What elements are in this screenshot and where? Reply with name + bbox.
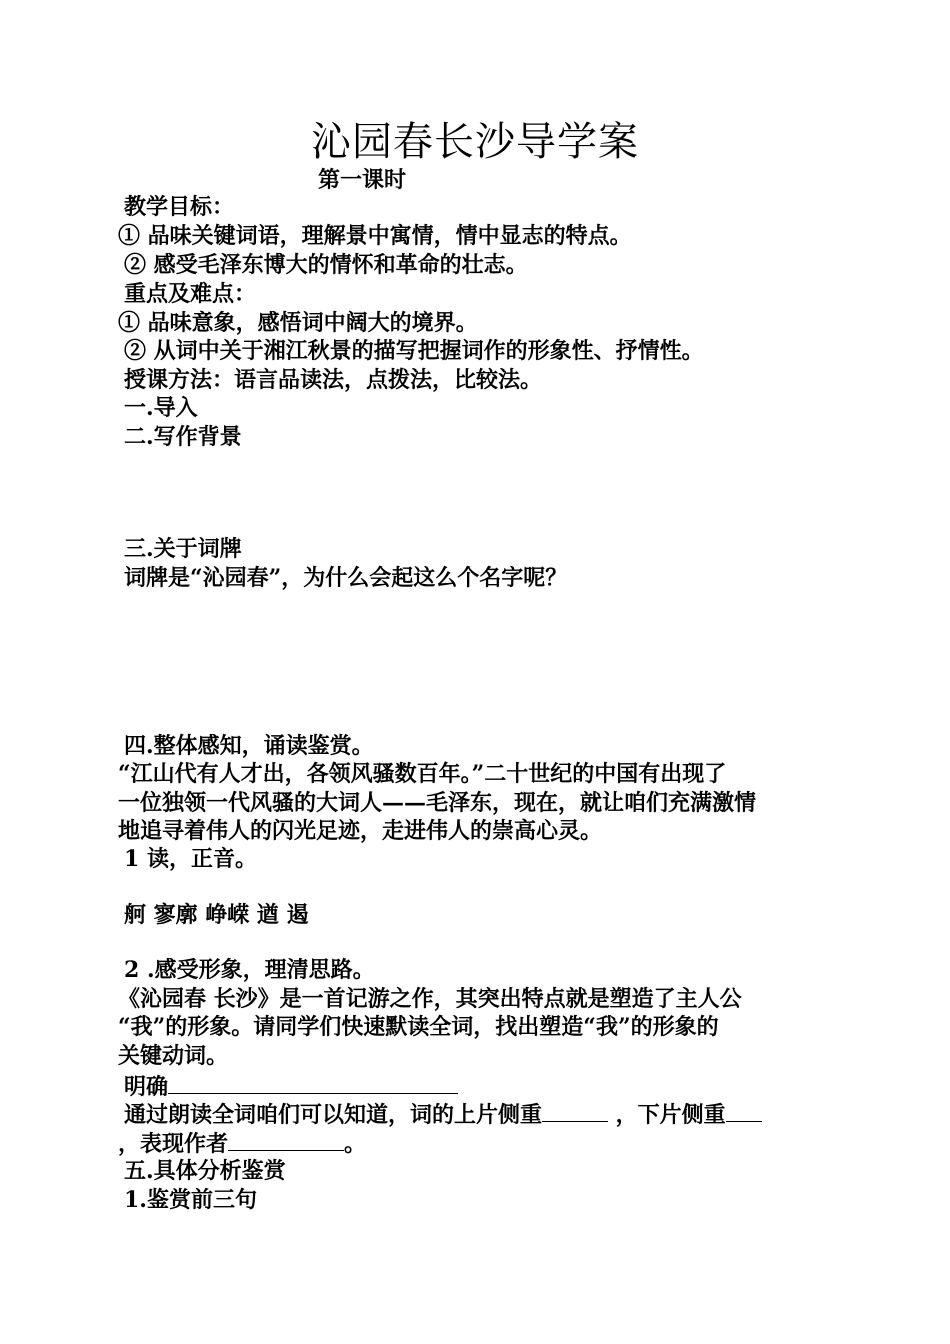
paragraph-1-line-3: 地追寻着伟人的闪光足迹，走进伟人的崇高心灵。 xyxy=(118,818,603,844)
section-3-question: 词牌是“沁园春”，为什么会起这么个名字呢？ xyxy=(124,565,568,591)
fill-line-1-text-b: ，下片侧重 xyxy=(608,1102,726,1128)
teaching-method: 授课方法：语言品读法，点拨法，比较法。 xyxy=(124,367,543,393)
section-5-item-1: 1.鉴赏前三句 xyxy=(124,1187,257,1213)
lower-part-focus-blank[interactable] xyxy=(726,1099,762,1122)
step-1-read: 1 读，正音。 xyxy=(124,846,257,872)
key-point-1: ① 品味意象，感悟词中阔大的境界。 xyxy=(118,310,478,336)
fill-line-1-text-a: 通过朗读全词咱们可以知道，词的上片侧重 xyxy=(124,1102,543,1128)
objective-1: ① 品味关键词语，理解景中寓情，情中显志的特点。 xyxy=(118,223,632,249)
paragraph-2-line-3: 关键动词。 xyxy=(118,1043,229,1069)
section-2-heading: 二.写作背景 xyxy=(124,424,242,450)
author-expression-blank[interactable] xyxy=(228,1128,344,1151)
fill-line-2-text-b: 。 xyxy=(344,1131,367,1157)
section-3-heading: 三.关于词牌 xyxy=(124,536,242,562)
paragraph-1-line-1: “江山代有人才出，各领风骚数百年。”二十世纪的中国有出现了 xyxy=(118,761,727,787)
section-4-heading: 四.整体感知，诵读鉴赏。 xyxy=(124,733,374,759)
step-2-heading: 2 .感受形象，理清思路。 xyxy=(124,957,375,983)
paragraph-2-line-1: 《沁园春 长沙》是一首记游之作，其突出特点就是塑造了主人公 xyxy=(118,986,742,1012)
upper-part-focus-blank[interactable] xyxy=(542,1099,608,1122)
clarify-label: 明确 xyxy=(124,1074,169,1100)
fill-line-2 xyxy=(118,1128,838,1158)
fill-line-1 xyxy=(124,1099,844,1129)
doc-title: 沁园春长沙导学案 xyxy=(311,119,639,165)
fill-line-2-text-a: ，表现作者 xyxy=(118,1131,229,1157)
paragraph-1-line-2: 一位独领一代风骚的大词人——毛泽东，现在，就让咱们充满激情 xyxy=(118,790,757,816)
key-point-2: ② 从词中关于湘江秋景的描写把握词作的形象性、抒情性。 xyxy=(124,338,704,364)
paragraph-2-line-2: “我”的形象。请同学们快速默读全词，找出塑造“我”的形象的 xyxy=(118,1014,719,1040)
section-1-heading: 一.导入 xyxy=(124,395,198,421)
objectives-heading: 教学目标： xyxy=(124,194,235,220)
section-5-heading: 五.具体分析鉴赏 xyxy=(124,1158,286,1184)
doc-subtitle: 第一课时 xyxy=(318,167,407,193)
clarify-line xyxy=(124,1071,844,1101)
objective-2: ② 感受毛泽东博大的情怀和革命的壮志。 xyxy=(124,252,528,278)
clarify-answer-blank[interactable] xyxy=(168,1071,458,1094)
key-heading: 重点及难点： xyxy=(124,281,257,307)
pronunciation-words: 舸 寥廓 峥嵘 遒 遏 xyxy=(124,902,309,928)
